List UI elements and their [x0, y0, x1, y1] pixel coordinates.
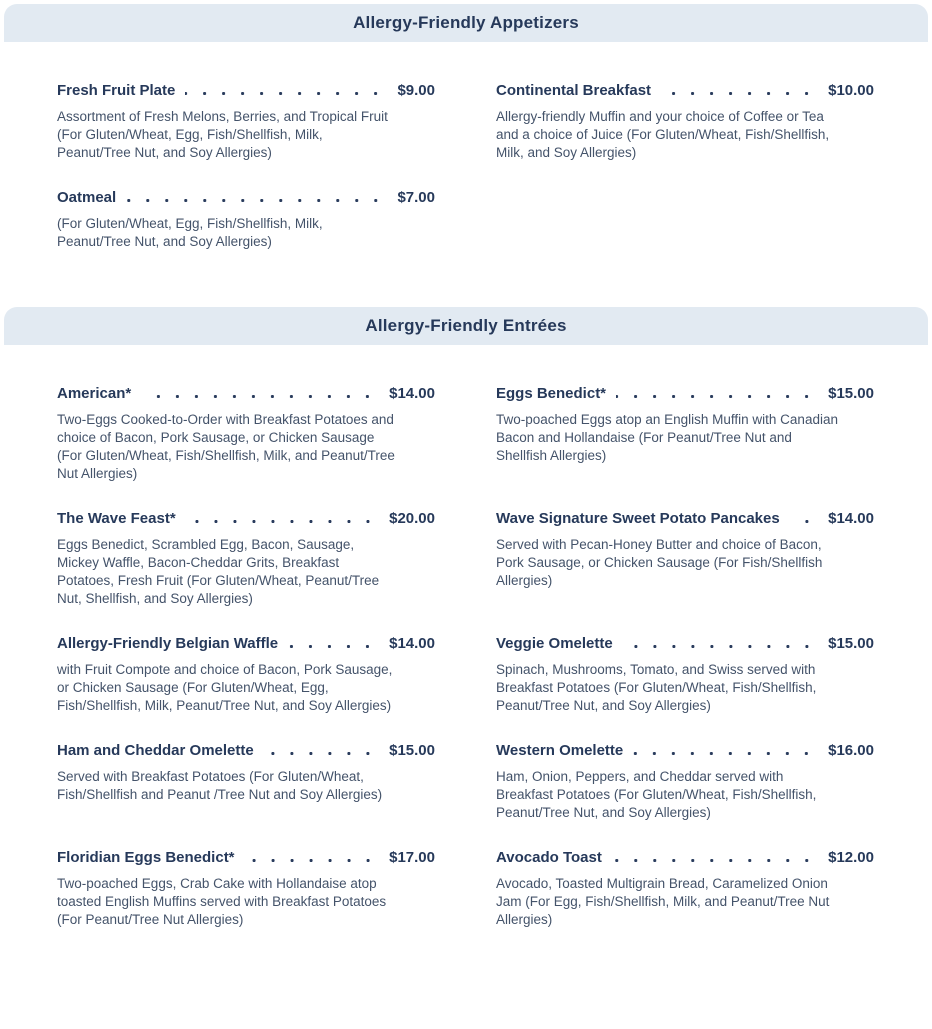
item-price: $14.00: [389, 635, 435, 652]
item-name: Floridian Eggs Benedict*: [57, 849, 235, 866]
menu-item-veggie-omelette: [496, 635, 874, 715]
menu-item-ham-and-cheddar-omelette: [57, 742, 435, 804]
section-body-entrees: [0, 345, 932, 955]
item-description: Two-Eggs Cooked-to-Order with Breakfast Potatoes and choice of Bacon, Pork Sausage, or Chicken Sausage (For Gluten/Wheat, Fish/Shellfish, Milk, and Peanut/Tree Nut Allergies): [57, 412, 395, 481]
dot-leader: [661, 82, 818, 100]
menu-item-western-omelette: [496, 742, 874, 822]
item-description: Spinach, Mushrooms, Tomato, and Swiss served with Breakfast Potatoes (For Gluten/Wheat, Fish/Shellfish, Peanut/Tree Nut, and Soy Allergies): [496, 662, 817, 713]
item-name: Continental Breakfast: [496, 82, 652, 99]
item-description: Eggs Benedict, Scrambled Egg, Bacon, Sausage, Mickey Waffle, Bacon-Cheddar Grits, Breakfast Potatoes, Fresh Fruit (For Gluten/Wheat, Peanut/Tree Nut, Shellfish, and Soy Allergies): [57, 537, 380, 606]
section-title: Allergy-Friendly Appetizers: [353, 13, 579, 32]
dot-leader: [126, 189, 387, 207]
item-price: $12.00: [828, 849, 874, 866]
section-body-appetizers: [0, 42, 932, 307]
item-title-row: [57, 385, 435, 403]
item-title-row: [57, 82, 435, 100]
section-header-entrees: [4, 307, 928, 345]
dot-leader: [186, 510, 379, 528]
item-price: $17.00: [389, 849, 435, 866]
item-title-row: [496, 510, 874, 528]
item-name: Veggie Omelette: [496, 635, 613, 652]
item-price: $15.00: [828, 635, 874, 652]
dot-leader: [633, 742, 818, 760]
item-description: Assortment of Fresh Melons, Berries, and Tropical Fruit (For Gluten/Wheat, Egg, Fish/Shellfish, Milk, Peanut/Tree Nut, and Soy Allergies): [57, 109, 388, 160]
menu-item-eggs-benedict: [496, 385, 874, 465]
item-description: Ham, Onion, Peppers, and Cheddar served with Breakfast Potatoes (For Gluten/Wheat, Fish/Shellfish, Peanut/Tree Nut, and Soy Allergies): [496, 769, 817, 820]
item-title-row: [496, 849, 874, 867]
item-title-row: [57, 635, 435, 653]
menu-grid-entrees: [57, 385, 874, 929]
item-description: Served with Breakfast Potatoes (For Gluten/Wheat, Fish/Shellfish and Peanut /Tree Nut and Soy Allergies): [57, 769, 383, 802]
item-description: (For Gluten/Wheat, Egg, Fish/Shellfish, Milk, Peanut/Tree Nut, and Soy Allergies): [57, 216, 323, 249]
item-price: $7.00: [397, 189, 435, 206]
menu-item-continental-breakfast: [496, 82, 874, 162]
item-description: Two-poached Eggs, Crab Cake with Hollandaise atop toasted English Muffins served with Breakfast Potatoes (For Peanut/Tree Nut Allergies): [57, 876, 387, 927]
item-title-row: [496, 742, 874, 760]
section-title: Allergy-Friendly Entrées: [365, 316, 567, 335]
item-name: Wave Signature Sweet Potato Pancakes: [496, 510, 780, 527]
item-title-row: [57, 849, 435, 867]
menu-item-floridian-eggs-benedict: [57, 849, 435, 929]
dot-leader: [264, 742, 379, 760]
menu-grid-appetizers: [57, 82, 874, 251]
section-header-appetizers: [4, 4, 928, 42]
item-name: Ham and Cheddar Omelette: [57, 742, 254, 759]
menu-item-avocado-toast: [496, 849, 874, 929]
menu-item-allergy-friendly-belgian-waffle: [57, 635, 435, 715]
dot-leader: [245, 849, 380, 867]
item-price: $16.00: [828, 742, 874, 759]
item-price: $9.00: [397, 82, 435, 99]
item-name: Fresh Fruit Plate: [57, 82, 176, 99]
item-title-row: [496, 385, 874, 403]
item-name: The Wave Feast*: [57, 510, 176, 527]
item-description: Allergy-friendly Muffin and your choice of Coffee or Tea and a choice of Juice (For Gluten/Wheat, Fish/Shellfish, Milk, and Soy Allergies): [496, 109, 830, 160]
item-description: with Fruit Compote and choice of Bacon, Pork Sausage, or Chicken Sausage (For Gluten/Wheat, Egg, Fish/Shellfish, Milk, Peanut/Tree Nut, and Soy Allergies): [57, 662, 393, 713]
item-price: $14.00: [389, 385, 435, 402]
item-name: Allergy-Friendly Belgian Waffle: [57, 635, 279, 652]
item-title-row: [57, 510, 435, 528]
menu-item-the-wave-feast: [57, 510, 435, 608]
item-description: Avocado, Toasted Multigrain Bread, Caramelized Onion Jam (For Egg, Fish/Shellfish, Milk, and Peanut/Tree Nut Allergies): [496, 876, 830, 927]
menu-item-oatmeal: [57, 189, 435, 251]
dot-leader: [288, 635, 379, 653]
item-name: Western Omelette: [496, 742, 624, 759]
item-price: $10.00: [828, 82, 874, 99]
menu-item-american: [57, 385, 435, 483]
item-title-row: [496, 82, 874, 100]
item-price: $15.00: [828, 385, 874, 402]
item-price: $15.00: [389, 742, 435, 759]
dot-leader: [612, 849, 818, 867]
dot-leader: [141, 385, 379, 403]
dot-leader: [185, 82, 387, 100]
menu-item-fresh-fruit-plate: [57, 82, 435, 162]
item-title-row: [496, 635, 874, 653]
item-name: Avocado Toast: [496, 849, 602, 866]
item-price: $20.00: [389, 510, 435, 527]
item-name: Eggs Benedict*: [496, 385, 607, 402]
menu-item-wave-signature-sweet-potato-pancakes: [496, 510, 874, 590]
item-name: Oatmeal: [57, 189, 117, 206]
item-description: Served with Pecan-Honey Butter and choice of Bacon, Pork Sausage, or Chicken Sausage (For Fish/Shellfish Allergies): [496, 537, 823, 588]
item-name: American*: [57, 385, 132, 402]
item-title-row: [57, 742, 435, 760]
item-description: Two-poached Eggs atop an English Muffin with Canadian Bacon and Hollandaise (For Peanut/Tree Nut and Shellfish Allergies): [496, 412, 838, 463]
item-title-row: [57, 189, 435, 207]
item-price: $14.00: [828, 510, 874, 527]
dot-leader: [623, 635, 818, 653]
dot-leader: [790, 510, 818, 528]
dot-leader: [616, 385, 818, 403]
